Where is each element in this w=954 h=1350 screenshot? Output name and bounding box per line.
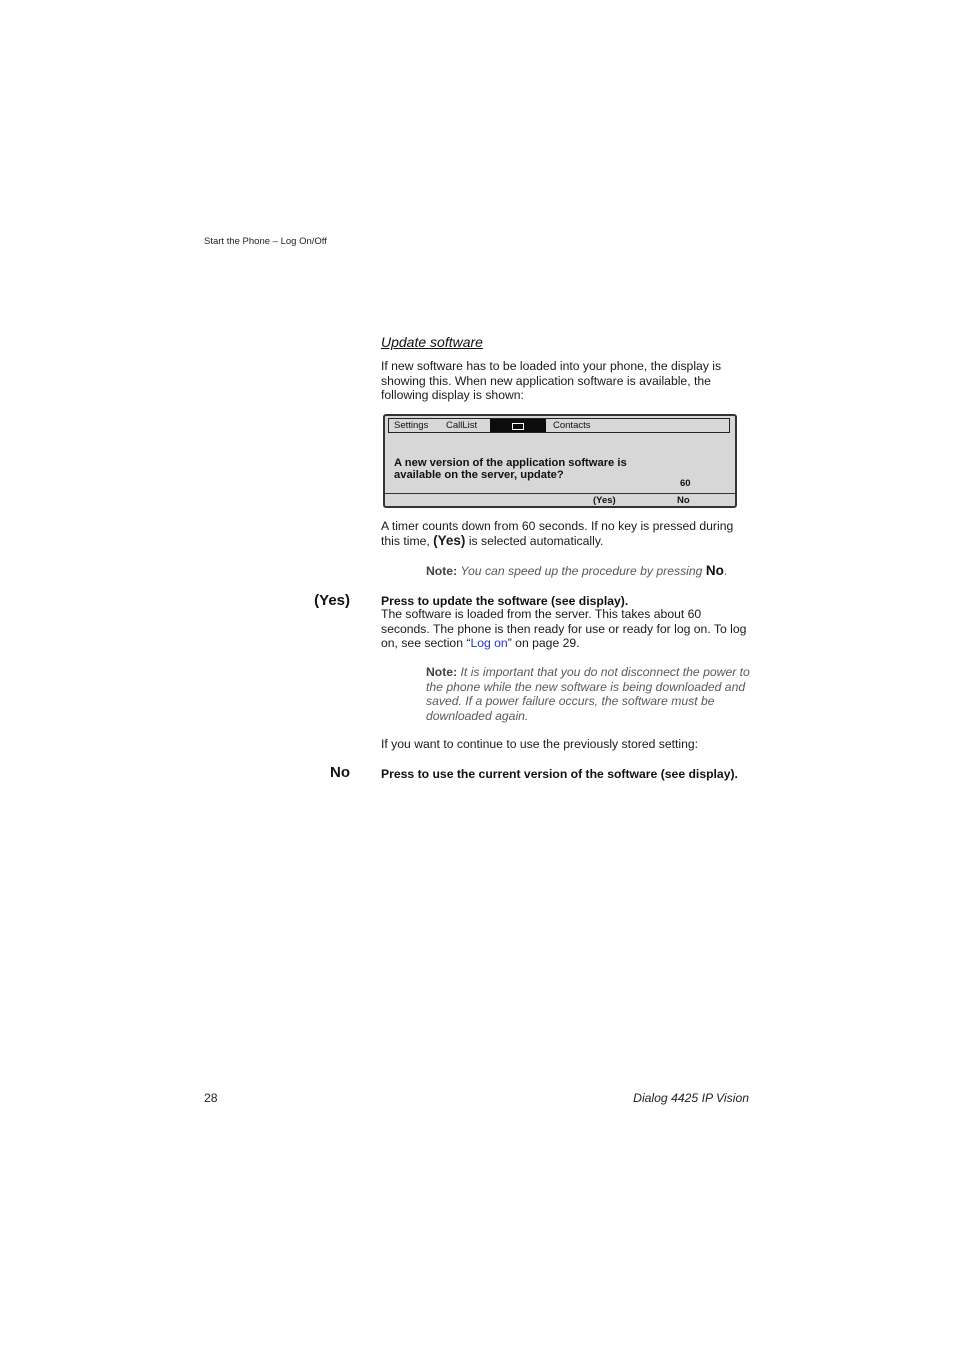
tab-settings[interactable]: Settings [394, 420, 429, 431]
yes-description [381, 607, 753, 651]
section-title: Update software [381, 334, 483, 350]
timer-text-before: A timer counts down from 60 seconds. If no key is pressed during this time, [381, 519, 734, 548]
running-header: Start the Phone – Log On/Off [204, 236, 327, 247]
phone-icon [512, 423, 524, 430]
note-label: Note: [426, 665, 458, 679]
log-on-link[interactable]: Log on [470, 636, 508, 650]
yes-text-after: ” on page 29. [507, 636, 580, 650]
continue-paragraph: If you want to continue to use the previously stored setting: [381, 737, 699, 751]
display-softkey-bar [385, 493, 735, 507]
display-timer: 60 [680, 478, 691, 489]
yes-key-label: (Yes) [314, 592, 350, 609]
note-label: Note: [426, 564, 458, 578]
timer-paragraph [381, 519, 753, 548]
page-number: 28 [204, 1091, 218, 1105]
tab-phone-active[interactable] [490, 419, 546, 432]
yes-instruction: Press to update the software (see display). [381, 594, 629, 608]
tab-contacts[interactable]: Contacts [553, 420, 591, 431]
display-message: A new version of the application software is available on the server, update? [394, 457, 627, 481]
note-text: You can speed up the procedure by pressing [460, 564, 703, 578]
yes-text-before: The software is loaded from the server. This takes about 60 seconds. The phone is then ready for use or ready for log on. To log on, see section “ [381, 607, 747, 650]
no-key-label: No [330, 764, 350, 781]
yes-key-inline: (Yes) [433, 532, 466, 548]
document-title: Dialog 4425 IP Vision [633, 1091, 749, 1105]
softkey-yes[interactable]: (Yes) [593, 495, 616, 506]
phone-display [383, 414, 737, 508]
display-tab-bar [388, 418, 730, 433]
no-key-inline: No [705, 563, 724, 578]
tab-calllist[interactable]: CallList [446, 420, 478, 431]
note-text: It is important that you do not disconnect the power to the phone while the new software is being downloaded and saved. If a power failure occurs, the software must be downloaded again. [426, 665, 750, 723]
no-instruction: Press to use the current version of the software (see display). [381, 767, 738, 781]
note-power [426, 665, 751, 723]
note-speed-up [426, 564, 751, 579]
note-end: . [723, 564, 728, 578]
intro-paragraph: If new software has to be loaded into your phone, the display is showing this. When new application software is available, the following display is shown: [381, 359, 722, 402]
timer-text-after: is selected automatically. [468, 533, 604, 548]
softkey-no[interactable]: No [677, 495, 690, 506]
